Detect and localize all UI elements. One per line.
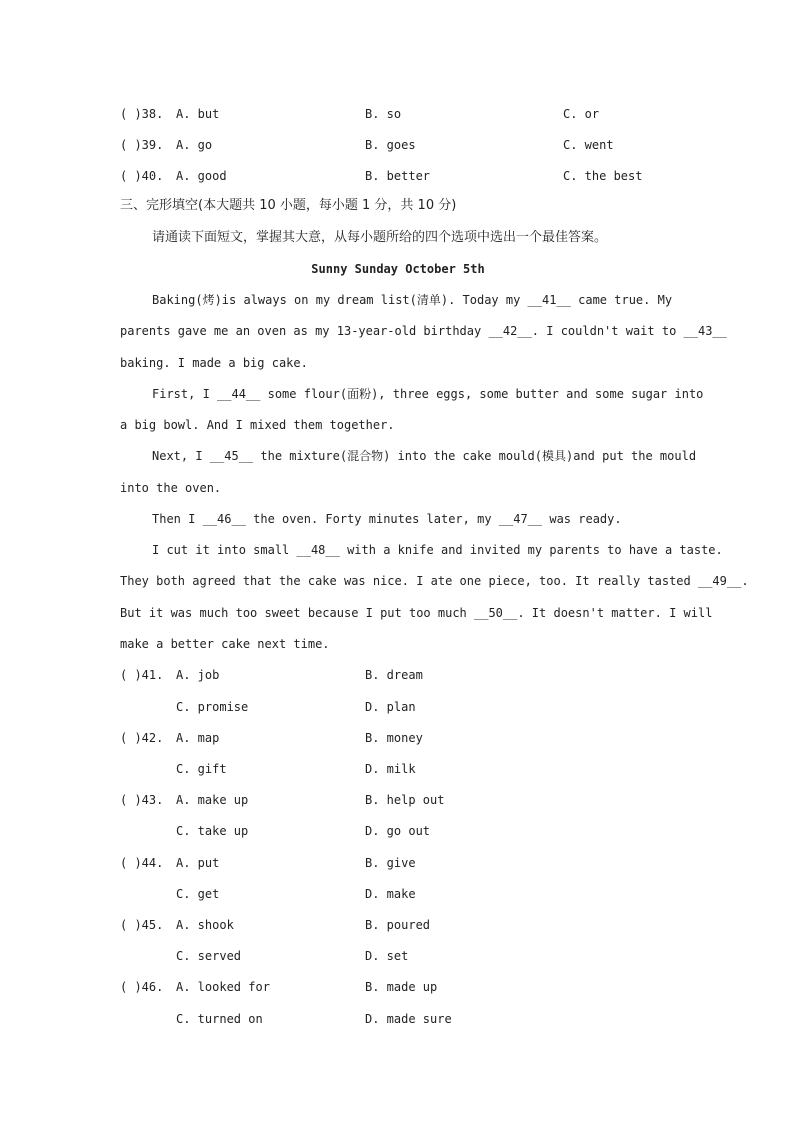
option-a: A. make up: [176, 793, 249, 807]
option-a: A. go: [176, 138, 213, 152]
option-b: B. goes: [365, 138, 416, 152]
passage-line-8: Then I __46__ the oven. Forty minutes later, my __47__ was ready.: [152, 512, 622, 526]
option-d: D. make: [365, 887, 416, 901]
question-number: ( )38.: [120, 107, 164, 121]
option-a: A. put: [176, 856, 220, 870]
option-b: B. help out: [365, 793, 445, 807]
option-c: C. get: [176, 887, 220, 901]
option-c: C. the best: [563, 169, 643, 183]
option-a: A. map: [176, 731, 220, 745]
passage-line-10: They both agreed that the cake was nice. I ate one piece, too. It really tasted __49__.: [120, 574, 749, 588]
passage-line-2: parents gave me an oven as my 13-year-old birthday __42__. I couldn't wait to __43__: [120, 324, 727, 338]
option-c: C. promise: [176, 700, 249, 714]
passage-title: Sunny Sunday October 5th: [311, 262, 485, 276]
option-d: D. set: [365, 949, 409, 963]
option-a: A. good: [176, 169, 227, 183]
question-number: ( )45.: [120, 918, 164, 932]
option-b: B. give: [365, 856, 416, 870]
section-heading: 三、完形填空(本大题共 10 小题，每小题 1 分，共 10 分): [120, 198, 457, 213]
section-instruction: 请通读下面短文，掌握其大意，从每小题所给的四个选项中选出一个最佳答案。: [152, 230, 608, 245]
option-d: D. made sure: [365, 1012, 452, 1026]
option-c: C. or: [563, 107, 600, 121]
passage-line-3: baking. I made a big cake.: [120, 356, 308, 370]
option-c: C. turned on: [176, 1012, 263, 1026]
passage-line-12: make a better cake next time.: [120, 637, 330, 651]
option-a: A. but: [176, 107, 220, 121]
option-d: D. milk: [365, 762, 416, 776]
passage-line-5: a big bowl. And I mixed them together.: [120, 418, 395, 432]
question-number: ( )41.: [120, 668, 164, 682]
passage-line-4: First, I __44__ some flour(面粉), three eggs, some butter and some sugar into: [152, 387, 704, 401]
question-number: ( )39.: [120, 138, 164, 152]
passage-line-9: I cut it into small __48__ with a knife and invited my parents to have a taste.: [152, 543, 723, 557]
option-b: B. money: [365, 731, 423, 745]
passage-line-1: Baking(烤)is always on my dream list(清单). Today my __41__ came true. My: [152, 293, 673, 307]
option-a: A. job: [176, 668, 220, 682]
passage-line-11: But it was much too sweet because I put too much __50__. It doesn't matter. I will: [120, 606, 713, 620]
option-c: C. gift: [176, 762, 227, 776]
option-c: C. take up: [176, 824, 249, 838]
option-c: C. served: [176, 949, 242, 963]
option-a: A. looked for: [176, 980, 270, 994]
question-number: ( )42.: [120, 731, 164, 745]
option-d: D. plan: [365, 700, 416, 714]
question-number: ( )43.: [120, 793, 164, 807]
option-b: B. so: [365, 107, 402, 121]
question-number: ( )46.: [120, 980, 164, 994]
option-b: B. dream: [365, 668, 423, 682]
question-number: ( )44.: [120, 856, 164, 870]
option-d: D. go out: [365, 824, 431, 838]
passage-line-7: into the oven.: [120, 481, 222, 495]
option-b: B. poured: [365, 918, 431, 932]
option-b: B. made up: [365, 980, 438, 994]
question-number: ( )40.: [120, 169, 164, 183]
option-a: A. shook: [176, 918, 234, 932]
option-b: B. better: [365, 169, 431, 183]
option-c: C. went: [563, 138, 614, 152]
passage-line-6: Next, I __45__ the mixture(混合物) into the cake mould(模具)and put the mould: [152, 449, 697, 463]
